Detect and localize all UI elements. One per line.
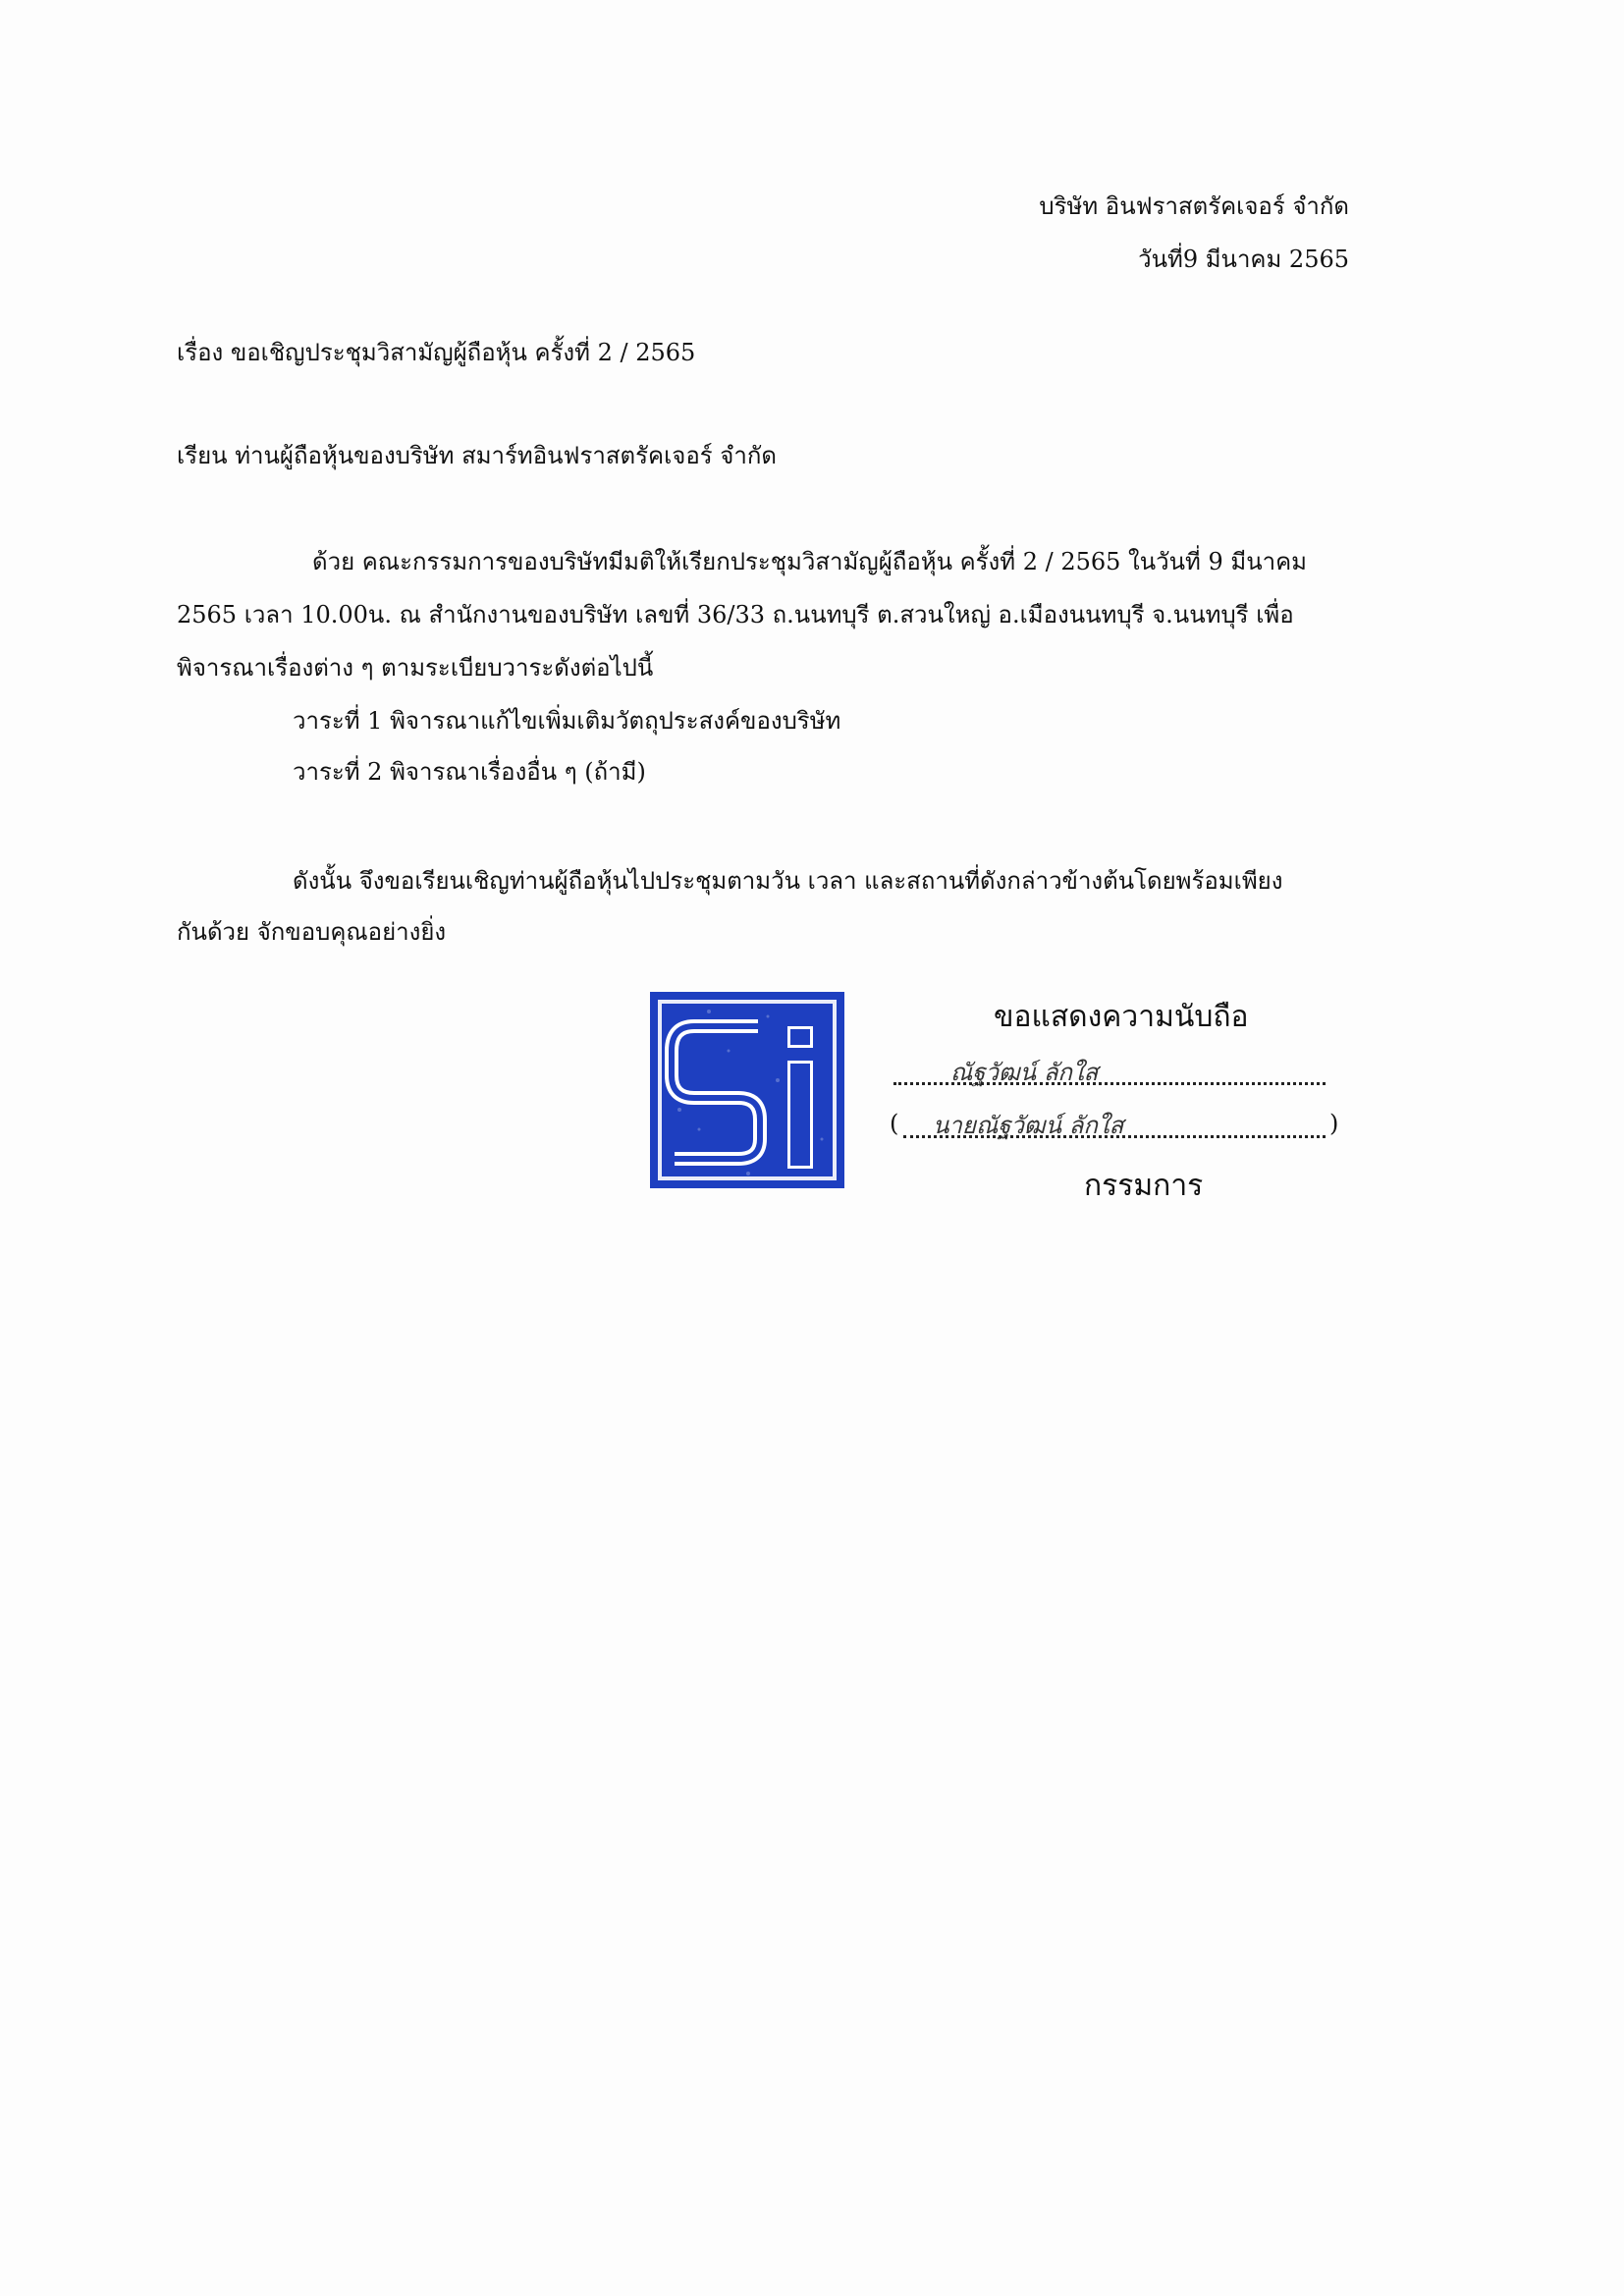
name-dotted-line [903, 1135, 1326, 1138]
company-name: บริษัท อินฟราสตรัคเจอร์ จำกัด [1039, 192, 1349, 220]
body-line-3: พิจารณาเรื่องต่าง ๆ ตามระเบียบวาระดังต่อไปนี้ [177, 654, 654, 682]
body-line-1: ด้วย คณะกรรมการของบริษัทมีมติให้เรียกประชุมวิสามัญผู้ถือหุ้น ครั้งที่ 2 / 2565 ในวันที่ 9 มีนาคม [312, 548, 1307, 575]
salutation-line: เรียน ท่านผู้ถือหุ้นของบริษัท สมาร์ทอินฟราสตรัคเจอร์ จำกัด [177, 442, 777, 469]
name-paren-open: ( [890, 1110, 899, 1137]
closing-line-1: ดังนั้น จึงขอเรียนเชิญท่านผู้ถือหุ้นไปประชุมตามวัน เวลา และสถานที่ดังกล่าวข้างต้นโดยพร้อมเพียง [293, 867, 1283, 895]
handwritten-signature: ณัฐวัฒน์ ลักใส [950, 1059, 1099, 1086]
signer-title: กรรมการ [1084, 1169, 1204, 1203]
closing-line-2: กันด้วย จักขอบคุณอย่างยิ่ง [177, 918, 447, 946]
signature-dotted-line [893, 1082, 1326, 1085]
agenda-item-2: วาระที่ 2 พิจารณาเรื่องอื่น ๆ (ถ้ามี) [293, 758, 646, 786]
regards-text: ขอแสดงความนับถือ [994, 1000, 1249, 1034]
subject-line: เรื่อง ขอเชิญประชุมวิสามัญผู้ถือหุ้น ครั้งที่ 2 / 2565 [177, 339, 696, 366]
agenda-item-1: วาระที่ 1 พิจารณาแก้ไขเพิ่มเติมวัตถุประสงค์ของบริษัท [293, 707, 841, 735]
letter-date: วันที่9 มีนาคม 2565 [1138, 246, 1349, 273]
body-line-2: 2565 เวลา 10.00น. ณ สำนักงานของบริษัท เลขที่ 36/33 ถ.นนทบุรี ต.สวนใหญ่ อ.เมืองนนทบุรี จ.นนทบุรี เพื่อ [177, 601, 1294, 629]
name-paren-close: ) [1329, 1110, 1339, 1137]
handwritten-name: นายณัฐวัฒน์ ลักใส [933, 1112, 1124, 1139]
company-stamp-logo [650, 992, 844, 1188]
